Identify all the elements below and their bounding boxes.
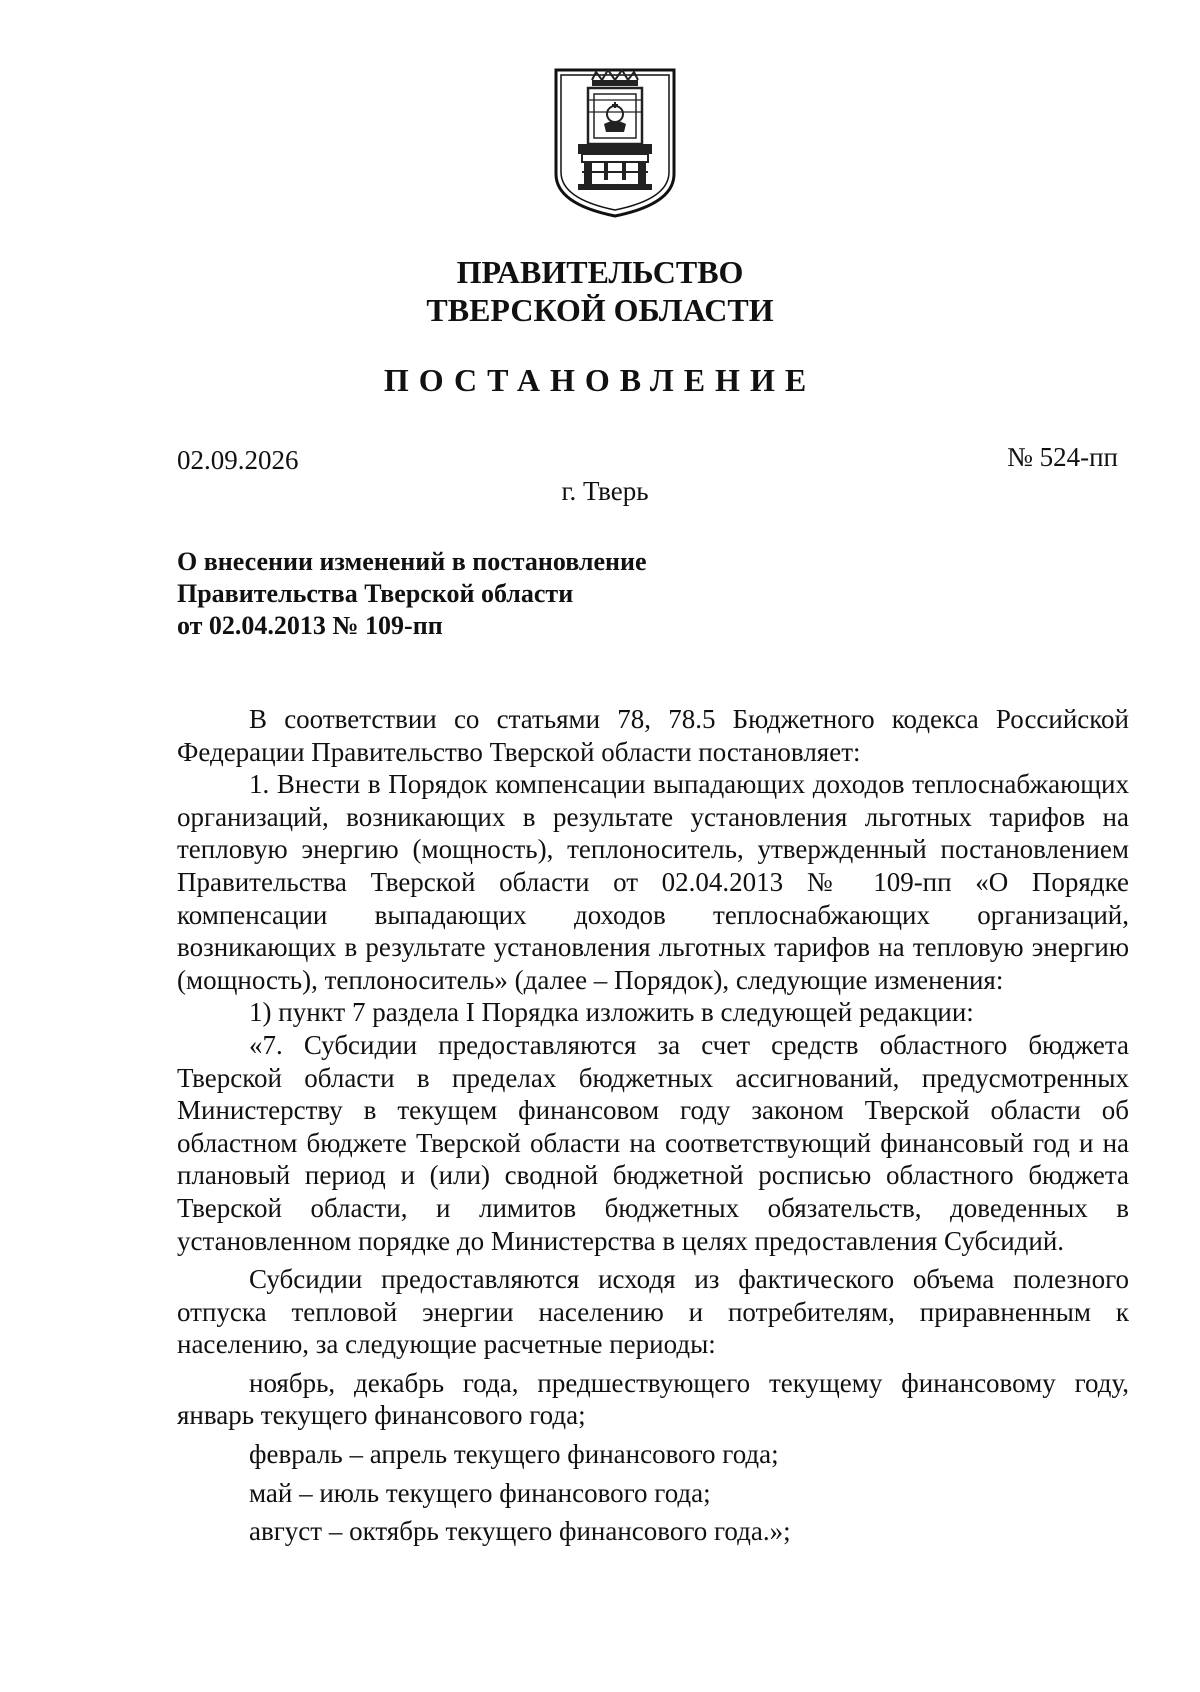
title-line: О внесении изменений в постановление (177, 547, 647, 576)
body-paragraph: «7. Субсидии предоставляются за счет средств областного бюджета Тверской области в пределах бюджетных ассигнований, предусмотренных Министерству в текущем финансовом году законом Тверской области об областном бюджете Тверской области на соответствующий финансовый год и на плановый период и (или) сводной бюджетной росписью областного бюджета Тверской области, и лимитов бюджетных обязательств, доведенных в установленном порядке до Министерства в целях предоставления Субсидий. (177, 1029, 1129, 1256)
document-number: № 524-пп (1007, 442, 1118, 472)
body-paragraph: ноябрь, декабрь года, предшествующего текущему финансовому году, январь текущего финансового года; (177, 1367, 1129, 1431)
body-paragraph: февраль – апрель текущего финансового года; (249, 1439, 779, 1470)
document-date: 02.09.2026 (177, 445, 299, 475)
body-paragraph: август – октябрь текущего финансового года.»; (249, 1516, 791, 1547)
coat-of-arms-icon (552, 66, 678, 218)
title-line: Правительства Тверской области (177, 579, 574, 608)
body-paragraph: 1. Внести в Порядок компенсации выпадающих доходов теплоснабжающих организаций, возникающих в результате установления льготных тарифов на тепловую энергию (мощность), теплоноситель, утвержденный постановлением Правительства Тверской области от 02.04.2013 № 109-пп «О Порядке компенсации выпадающих доходов теплоснабжающих организаций, возникающих в результате установления льготных тарифов на тепловую энергию (мощность), теплоноситель» (далее – Порядок), следующие изменения: (177, 769, 1129, 995)
document-title (177, 546, 647, 642)
organization-name-line1: ПРАВИТЕЛЬСТВО (456, 254, 744, 290)
body-paragraph: 1) пункт 7 раздела I Порядка изложить в следующей редакции: (249, 997, 974, 1028)
document-city: г. Тверь (561, 476, 649, 506)
title-line: от 02.04.2013 № 109-пп (177, 611, 443, 640)
document-body (177, 703, 1129, 1548)
organization-name-line2: ТВЕРСКОЙ ОБЛАСТИ (426, 292, 774, 328)
body-paragraph: Субсидии предоставляются исходя из фактического объема полезного отпуска тепловой энергии населению и потребителям, приравненным к населению, за следующие расчетные периоды: (177, 1264, 1129, 1360)
body-paragraph: май – июль текущего финансового года; (249, 1477, 711, 1508)
body-paragraph: В соответствии со статьями 78, 78.5 Бюджетного кодекса Российской Федерации Правительство Тверской области постановляет: (177, 704, 1129, 767)
document-type: ПОСТАНОВЛЕНИЕ (383, 362, 817, 398)
